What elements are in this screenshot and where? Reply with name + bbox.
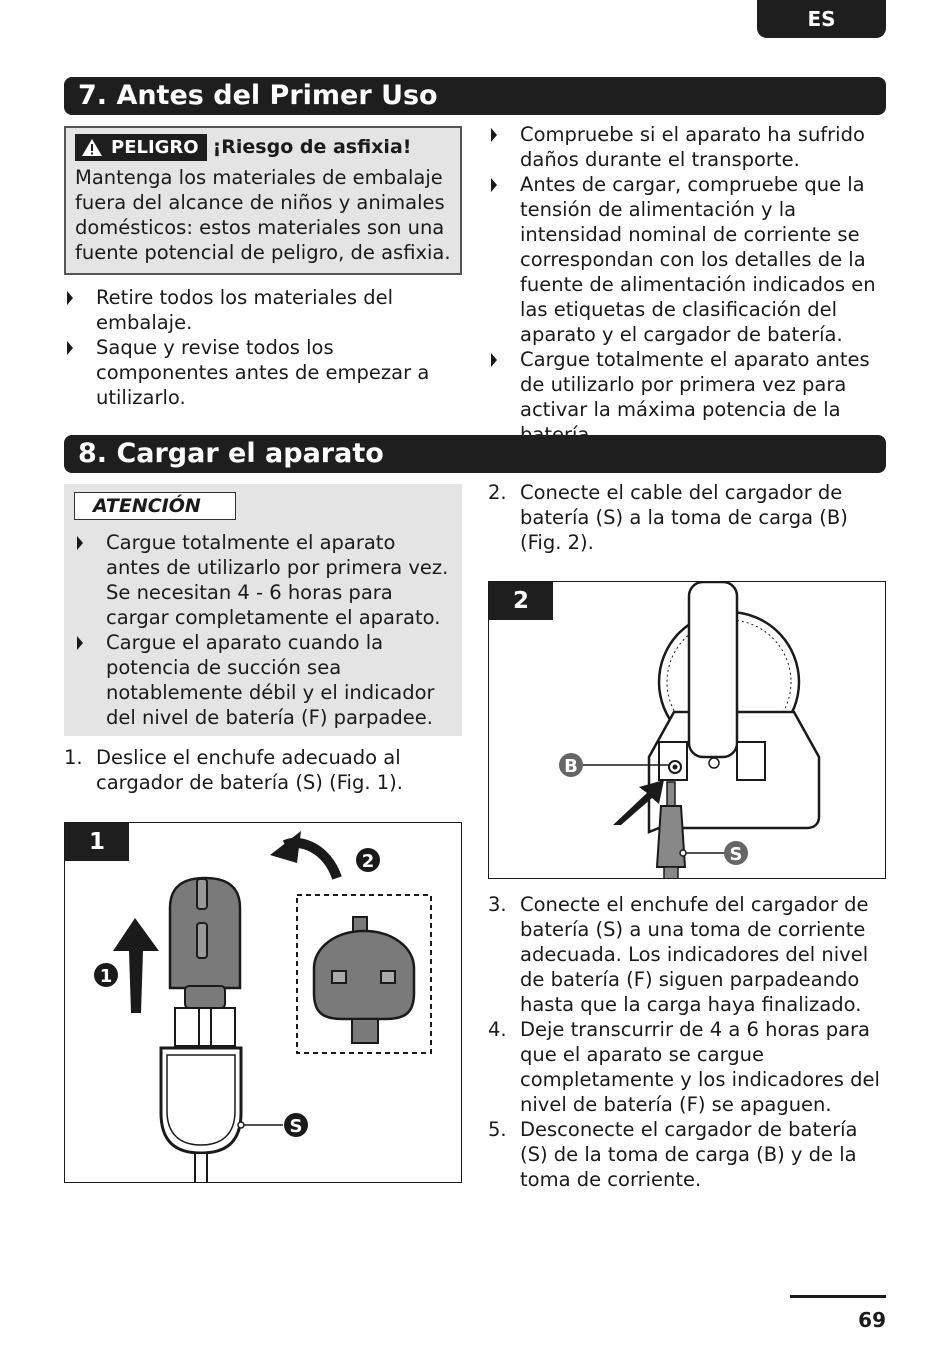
slide-up-arrow-icon (113, 918, 159, 1013)
list-item: Cargue el aparato cuando la potencia de succión sea notablemente débil y el indicador del nivel de batería (F) parpadee. (74, 630, 452, 730)
danger-text: Mantenga los materiales de embalaje fuera del alcance de niños y animales domésticos: estos materiales son una fuente potencial de peligro, de asfixia. (75, 166, 451, 264)
figure-2-number: 2 (489, 582, 553, 620)
list-item (488, 480, 886, 555)
language-tab: ES (757, 0, 886, 38)
section-7-right-column (488, 122, 886, 447)
list-item: Compruebe si el aparato ha sufrido daños durante el transporte. (488, 122, 886, 172)
page-number: 69 (858, 1308, 886, 1332)
charger-plug-illustration (65, 823, 462, 1183)
list-item: Saque y revise todos los componentes antes de empezar a utilizarlo. (64, 335, 459, 410)
step-number: 1. (64, 746, 83, 769)
attention-box (64, 484, 462, 736)
step-text: Conecte el cable del cargador de batería (S) a la toma de carga (B) (Fig. 2). (520, 481, 848, 554)
step-1 (64, 745, 459, 795)
uk-plug-icon (314, 917, 414, 1043)
step-text: Conecte el enchufe del cargador de batería (S) a una toma de corriente adecuada. Los indicadores del nivel de batería (F) siguen parpadeando hasta que la carga haya finalizado. (520, 893, 869, 1016)
list-item: Antes de cargar, compruebe que la tensión de alimentación y la intensidad nominal de corriente se correspondan con los detalles de la fuente de alimentación indicados en las etiquetas de clasificación del aparato y el cargador de batería. (488, 172, 886, 347)
callout-1: 1 (99, 966, 113, 987)
danger-warning-box (64, 126, 462, 275)
section-8-title: 8. Cargar el aparato (64, 435, 886, 473)
list-item (64, 745, 459, 795)
list-item: Cargue totalmente el aparato antes de utilizarlo por primera vez para activar la máxima potencia de la (488, 347, 886, 447)
figure-1 (64, 822, 462, 1183)
label-b: B (564, 756, 578, 777)
danger-header (75, 134, 452, 161)
figure-1-number: 1 (65, 823, 129, 861)
step-number: 3. (488, 893, 507, 916)
figure-2 (488, 581, 886, 879)
step-text: Desconecte el cargador de batería (S) de la toma de carga (B) y de la toma de corriente. (520, 1118, 858, 1191)
step-number: 4. (488, 1018, 507, 1041)
section-7-title: 7. Antes del Primer Uso (64, 77, 886, 115)
step-text: Deslice el enchufe adecuado al cargador de batería (S) (Fig. 1). (96, 746, 403, 794)
label-s: S (289, 1116, 303, 1137)
steps-3-to-5 (488, 892, 886, 1192)
danger-badge (75, 134, 207, 161)
step-number: 5. (488, 1118, 507, 1141)
danger-badge-label: PELIGRO (111, 137, 199, 158)
list-item (488, 892, 886, 1017)
rotate-arrow-icon (270, 831, 337, 878)
list-item: Cargue totalmente el aparato antes de utilizarlo por primera vez. Se necesitan 4 - 6 horas para cargar completamente el aparato. (74, 530, 452, 630)
step-2 (488, 480, 886, 555)
list-item: Retire todos los materiales del embalaje. (64, 285, 459, 335)
callout-2: 2 (361, 851, 375, 872)
section-7-left-column (64, 285, 459, 410)
label-s: S (729, 844, 743, 865)
list-item (488, 1117, 886, 1192)
charger-icon (161, 878, 241, 1183)
attention-label: ATENCIÓN (74, 492, 236, 520)
danger-title: ¡Riesgo de asfixia! (212, 136, 412, 158)
footer-rule (790, 1295, 886, 1298)
step-text: Deje transcurrir de 4 a 6 horas para que el aparato se cargue completamente y los indicadores del nivel de batería (F) se apaguen. (520, 1018, 880, 1116)
warning-triangle-icon (81, 138, 103, 157)
vacuum-charging-port-illustration (489, 582, 886, 879)
list-item (488, 1017, 886, 1117)
step-number: 2. (488, 481, 507, 504)
